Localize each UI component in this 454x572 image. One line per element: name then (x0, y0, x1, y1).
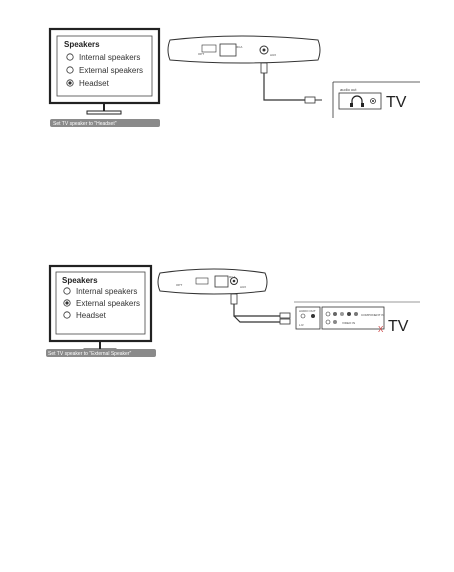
port-label-aux: AUX (240, 285, 247, 289)
cable-1 (264, 73, 305, 100)
label-component-in: COMPONENT IN (361, 313, 385, 317)
monitor-1 (50, 29, 159, 114)
tv-label-1: TV (386, 94, 407, 111)
port-label-opt: OPT (198, 52, 205, 56)
plug-1b (305, 97, 315, 103)
rca-plug-l (280, 313, 290, 318)
monitor-2 (50, 266, 151, 352)
rca-port (196, 278, 208, 284)
optical-port (220, 44, 236, 56)
tv-panel-1 (333, 82, 420, 118)
rca-plug-r (280, 319, 290, 324)
port-label-rca: RCA (236, 45, 243, 49)
cable-2-top (234, 304, 280, 316)
caption-1: Set TV speaker to "Headset" (53, 121, 117, 127)
radio-internal (67, 54, 73, 60)
radio-headset-dot (68, 81, 71, 84)
radio-external (67, 67, 73, 73)
port-label-opt: OPT (176, 283, 183, 287)
tv-panel-2 (294, 302, 420, 335)
option-external: External speakers (79, 66, 144, 75)
optical-port (215, 276, 228, 287)
option-headset: Headset (76, 311, 106, 320)
label-audio-out: AUDIO OUT (299, 309, 316, 313)
plug-1a (261, 63, 267, 73)
option-external: External speakers (76, 299, 141, 308)
menu-title: Speakers (64, 40, 100, 49)
diagram-2 (46, 266, 420, 357)
transmitter-1 (168, 36, 320, 63)
transmitter-2 (158, 269, 267, 294)
radio-headset (64, 312, 70, 318)
option-internal: Internal speakers (76, 287, 138, 296)
x-mark: X (378, 325, 384, 334)
rca-port (202, 45, 216, 52)
radio-external-dot (65, 301, 68, 304)
cable-2-bottom (234, 316, 280, 322)
tv-label-2: TV (388, 318, 409, 335)
monitor-stand (87, 111, 121, 114)
plug-2a (231, 294, 237, 304)
label-lr: L R (299, 323, 304, 327)
caption-2: Set TV speaker to "External Speaker" (48, 351, 132, 357)
radio-internal (64, 288, 70, 294)
port-label-rca: RCA (229, 275, 236, 279)
video-panel (322, 307, 384, 329)
label-video-in: VIDEO IN (342, 321, 356, 325)
option-headset: Headset (79, 79, 109, 88)
menu-title: Speakers (62, 276, 98, 285)
tv-panel-label: audio out (340, 87, 357, 92)
diagram-1 (50, 29, 420, 127)
option-internal: Internal speakers (79, 53, 141, 62)
port-label-aux: AUX (270, 53, 277, 57)
